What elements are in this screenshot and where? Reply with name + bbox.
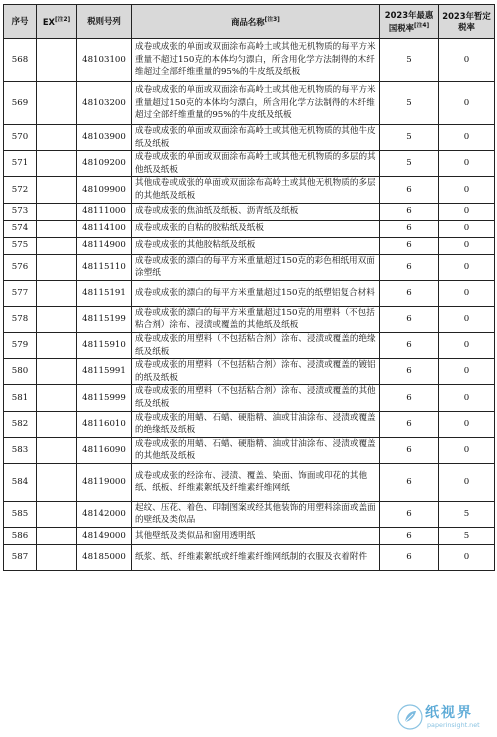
cell-mfn-rate: 6 [380,545,439,571]
cell-code: 48149000 [77,528,132,545]
cell-provisional-rate: 0 [439,359,495,385]
cell-seq: 579 [4,332,37,358]
watermark-url: paperinsight.net [427,721,480,729]
cell-seq: 580 [4,359,37,385]
cell-code: 48109900 [77,177,132,203]
cell-name: 成卷或成张的其他胶粘纸及纸板 [132,237,380,254]
table-row [4,177,495,203]
cell-seq: 570 [4,125,37,151]
cell-code: 48109200 [77,151,132,177]
cell-ex [37,437,77,463]
cell-ex [37,332,77,358]
cell-provisional-rate: 0 [439,203,495,220]
cell-code: 48115199 [77,306,132,332]
cell-ex [37,306,77,332]
cell-name: 成卷或成张的漂白的每平方米重量超过150克的纸塑铝复合材料 [132,280,380,306]
cell-code: 48115999 [77,385,132,411]
cell-ex [37,359,77,385]
cell-mfn-rate: 6 [380,528,439,545]
cell-provisional-rate: 0 [439,437,495,463]
table-row [4,151,495,177]
cell-provisional-rate: 0 [439,545,495,571]
cell-name: 成卷或成张的单面或双面涂布高岭土或其他无机物质的多层的其他纸及纸板 [132,151,380,177]
header-ex: EX[注2] [37,5,77,39]
cell-ex [37,280,77,306]
cell-seq: 571 [4,151,37,177]
cell-provisional-rate: 0 [439,280,495,306]
cell-provisional-rate: 0 [439,411,495,437]
cell-code: 48185000 [77,545,132,571]
cell-ex [37,385,77,411]
cell-mfn-rate: 6 [380,220,439,237]
cell-mfn-rate: 5 [380,125,439,151]
cell-mfn-rate: 6 [380,437,439,463]
table-row [4,203,495,220]
table-row [4,237,495,254]
cell-name: 成卷或成张的单面或双面涂布高岭土或其他无机物质的其他牛皮纸及纸板 [132,125,380,151]
cell-ex [37,125,77,151]
cell-mfn-rate: 6 [380,203,439,220]
header-code: 税则号列 [77,5,132,39]
cell-provisional-rate: 0 [439,177,495,203]
cell-code: 48114100 [77,220,132,237]
cell-provisional-rate: 0 [439,125,495,151]
cell-mfn-rate: 6 [380,280,439,306]
cell-name: 其他壁纸及类似品和窗用透明纸 [132,528,380,545]
cell-code: 48116090 [77,437,132,463]
cell-name: 成卷或成张的漂白的每平方米重量超过150克的用塑料（不包括粘合剂）涂布、浸渍或覆盖的其他纸及纸板 [132,306,380,332]
header-provisional-rate: 2023年暂定税率 [439,5,495,39]
leaf-logo-icon [397,704,423,730]
cell-ex [37,177,77,203]
cell-provisional-rate: 5 [439,501,495,527]
cell-name: 其他成卷或成张的单面或双面涂布高岭土或其他无机物质的多层的其他纸及纸板 [132,177,380,203]
cell-name: 成卷或成张的经涂布、浸渍、覆盖、染面、饰面或印花的其他纸、纸板、纤维素絮纸及纤维素纤维网纸 [132,463,380,501]
table-header-row [4,5,495,39]
table-row [4,411,495,437]
cell-name: 成卷或成张的自粘的胶粘纸及纸板 [132,220,380,237]
cell-name: 成卷或成张的用蜡、石蜡、硬脂精、油或甘油涂布、浸渍或覆盖的绝缘纸及纸板 [132,411,380,437]
cell-code: 48103100 [77,39,132,82]
table-row [4,220,495,237]
cell-ex [37,203,77,220]
cell-seq: 578 [4,306,37,332]
cell-provisional-rate: 0 [439,151,495,177]
cell-code: 48142000 [77,501,132,527]
cell-seq: 585 [4,501,37,527]
cell-seq: 576 [4,254,37,280]
cell-mfn-rate: 6 [380,177,439,203]
cell-provisional-rate: 0 [439,463,495,501]
table-row [4,254,495,280]
cell-mfn-rate: 5 [380,39,439,82]
table-row [4,359,495,385]
cell-mfn-rate: 5 [380,151,439,177]
cell-provisional-rate: 0 [439,332,495,358]
cell-code: 48116010 [77,411,132,437]
cell-mfn-rate: 6 [380,254,439,280]
cell-mfn-rate: 6 [380,306,439,332]
cell-seq: 582 [4,411,37,437]
cell-ex [37,39,77,82]
table-row [4,437,495,463]
cell-ex [37,220,77,237]
cell-code: 48114900 [77,237,132,254]
cell-seq: 583 [4,437,37,463]
table-row [4,39,495,82]
cell-provisional-rate: 0 [439,237,495,254]
cell-name: 成卷或成张的用蜡、石蜡、硬脂精、油或甘油涂布、浸渍或覆盖的其他纸及纸板 [132,437,380,463]
cell-code: 48111000 [77,203,132,220]
cell-seq: 573 [4,203,37,220]
cell-provisional-rate: 0 [439,385,495,411]
cell-seq: 584 [4,463,37,501]
cell-seq: 577 [4,280,37,306]
cell-mfn-rate: 6 [380,359,439,385]
header-name: 商品名称[注3] [132,5,380,39]
cell-provisional-rate: 0 [439,220,495,237]
table-row [4,280,495,306]
cell-mfn-rate: 6 [380,463,439,501]
table-row [4,306,495,332]
cell-mfn-rate: 6 [380,385,439,411]
cell-seq: 586 [4,528,37,545]
cell-mfn-rate: 5 [380,82,439,125]
tariff-table [3,4,495,571]
cell-seq: 587 [4,545,37,571]
cell-name: 成卷或成张的单面或双面涂布高岭土或其他无机物质的每平方米重量不超过150克的本体均匀漂白，所含用化学方法制得的木纤维超过全部纤维重量的95%的牛皮纸及纸板 [132,39,380,82]
cell-seq: 574 [4,220,37,237]
cell-name: 成卷或成张的用塑料（不包括粘合剂）涂布、浸渍或覆盖的其他纸及纸板 [132,385,380,411]
cell-code: 48103900 [77,125,132,151]
cell-mfn-rate: 6 [380,332,439,358]
cell-code: 48115110 [77,254,132,280]
cell-provisional-rate: 0 [439,254,495,280]
table-row [4,463,495,501]
cell-name: 成卷或成张的单面或双面涂布高岭土或其他无机物质的每平方米重量超过150克的本体均匀漂白，所含用化学方法制得的木纤维超过全部纤维重量的95%的牛皮纸及纸板 [132,82,380,125]
header-seq: 序号 [4,5,37,39]
table-row [4,125,495,151]
cell-mfn-rate: 6 [380,501,439,527]
cell-ex [37,82,77,125]
table-row [4,385,495,411]
cell-name: 起纹、压花、着色、印制图案或经其他装饰的用塑料涂面或盖面的壁纸及类似品 [132,501,380,527]
cell-provisional-rate: 0 [439,306,495,332]
cell-provisional-rate: 5 [439,528,495,545]
cell-ex [37,411,77,437]
cell-ex [37,237,77,254]
cell-provisional-rate: 0 [439,82,495,125]
table-row [4,501,495,527]
table-row [4,82,495,125]
cell-name: 成卷或成张的漂白的每平方米重量超过150克的彩色相纸用双面涂塑纸 [132,254,380,280]
cell-code: 48103200 [77,82,132,125]
cell-mfn-rate: 6 [380,411,439,437]
cell-ex [37,254,77,280]
cell-seq: 568 [4,39,37,82]
cell-ex [37,528,77,545]
cell-ex [37,151,77,177]
cell-provisional-rate: 0 [439,39,495,82]
watermark-text: 纸视界 [425,705,473,721]
cell-name: 成卷或成张的焦油纸及纸板、沥青纸及纸板 [132,203,380,220]
site-watermark [397,702,493,734]
cell-code: 48119000 [77,463,132,501]
cell-name: 纸浆、纸、纤维素絮纸或纤维素纤维网纸制的衣服及衣着附件 [132,545,380,571]
cell-code: 48115910 [77,332,132,358]
header-mfn-rate: 2023年最惠国税率[注4] [380,5,439,39]
watermark [394,536,490,568]
cell-seq: 569 [4,82,37,125]
table-row [4,332,495,358]
cell-seq: 572 [4,177,37,203]
cell-mfn-rate: 6 [380,237,439,254]
cell-code: 48115191 [77,280,132,306]
cell-code: 48115991 [77,359,132,385]
cell-name: 成卷或成张的用塑料（不包括粘合剂）涂布、浸渍或覆盖的镀铝的纸及纸板 [132,359,380,385]
cell-seq: 581 [4,385,37,411]
cell-ex [37,463,77,501]
tariff-table-container [3,4,494,571]
cell-ex [37,501,77,527]
cell-ex [37,545,77,571]
cell-seq: 575 [4,237,37,254]
cell-name: 成卷或成张的用塑料（不包括粘合剂）涂布、浸渍或覆盖的绝缘纸及纸板 [132,332,380,358]
